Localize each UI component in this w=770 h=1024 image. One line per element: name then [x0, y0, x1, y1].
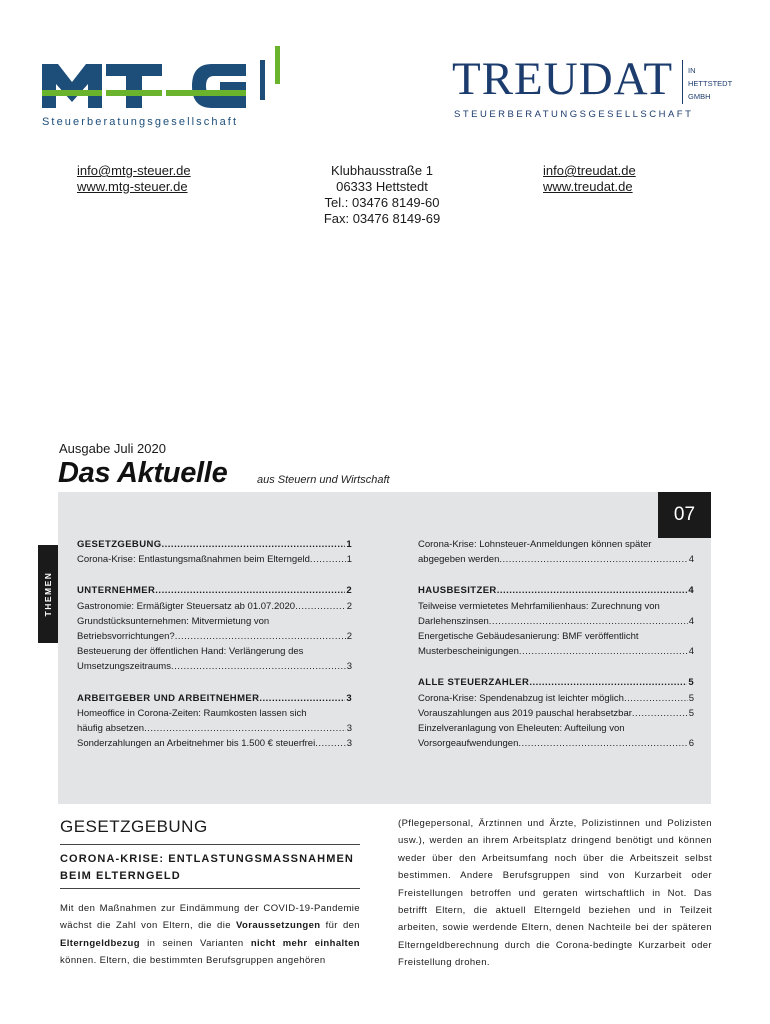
toc-entry[interactable] — [77, 736, 352, 751]
toc-right-column — [418, 537, 694, 767]
toc-leader — [499, 552, 687, 567]
toc-entry-text: Umsetzungszeitraums — [77, 661, 171, 673]
article-title — [60, 851, 360, 885]
toc-entry-line[interactable]: Corona-Krise: Lohnsteuer-Anmeldungen können später — [418, 539, 652, 550]
toc-page-number: 4 — [688, 646, 694, 658]
issue-date: Ausgabe Juli 2020 — [59, 441, 166, 456]
toc-leader — [162, 537, 346, 552]
toc-heading-text: GESETZGEBUNG — [77, 539, 162, 550]
toc-entry-text: Corona-Krise: Entlastungsmaßnahmen beim Elterngeld — [77, 554, 310, 566]
toc-leader — [519, 644, 688, 659]
toc-page-number: 6 — [688, 738, 694, 750]
article-emphasis: nicht mehr einhalten — [250, 937, 361, 949]
toc-leader — [171, 659, 346, 674]
treudat-separator — [682, 60, 683, 104]
toc-entry[interactable] — [77, 629, 352, 644]
toc-entry-text: häufig absetzen — [77, 723, 145, 735]
toc-page-number: 3 — [346, 723, 352, 735]
toc-entry-text: Betriebsvorrichtungen? — [77, 631, 175, 643]
toc-group — [418, 675, 694, 751]
toc-group-heading[interactable] — [77, 691, 352, 706]
toc-entry[interactable] — [77, 552, 352, 567]
toc-page-number: 2 — [346, 585, 352, 597]
toc-page-number: 2 — [346, 600, 352, 612]
toc-entry-text: Vorsorgeaufwendungen — [418, 738, 519, 750]
mtg-logo — [42, 46, 292, 136]
article-emphasis: Elterngeldbezug — [60, 937, 140, 949]
toc-entry[interactable] — [418, 691, 694, 706]
toc-entry-line[interactable]: Energetische Gebäudesanierung: BMF veröffentlicht — [418, 631, 639, 643]
toc-leader — [315, 736, 346, 751]
article-text: können. Eltern, die bestimmten Berufsgruppen angehören — [60, 955, 326, 967]
article-rule-bottom — [60, 888, 360, 889]
article-title-line: CORONA-KRISE: ENTLASTUNGSMASSNAHMEN — [60, 853, 354, 865]
toc-entry-text: abgegeben werden — [418, 554, 500, 566]
toc-group — [418, 583, 694, 659]
address-fax: Fax: 03476 8149-69 — [323, 211, 441, 226]
toc-entry[interactable] — [418, 552, 694, 567]
toc-entry[interactable] — [77, 599, 352, 614]
toc-entry[interactable] — [418, 736, 694, 751]
treudat-suffix-line: HETTSTEDT — [688, 79, 733, 88]
article-emphasis: Voraussetzungen — [236, 920, 321, 932]
article-text: für den — [320, 920, 360, 932]
toc-entry-text: Sonderzahlungen an Arbeitnehmer bis 1.500 € steuerfrei — [77, 738, 316, 750]
contact-mtg — [77, 163, 191, 195]
toc-heading-text: UNTERNEHMER — [77, 585, 156, 597]
toc-page-number: 5 — [688, 677, 694, 689]
toc-leader — [529, 675, 687, 690]
toc-leader — [295, 599, 346, 614]
contact-address — [290, 163, 474, 227]
newsletter-title: Das Aktuelle — [58, 457, 228, 489]
toc-leader — [518, 736, 687, 751]
treudat-suffix-line: GMBH — [688, 92, 711, 101]
themen-side-tab — [38, 545, 58, 643]
contact-treudat — [543, 163, 636, 195]
toc-leader — [489, 614, 688, 629]
treudat-tagline: STEUERBERATUNGSGESELLSCHAFT — [454, 109, 694, 120]
toc-entry[interactable] — [418, 644, 694, 659]
newsletter-subtitle: aus Steuern und Wirtschaft — [257, 474, 390, 486]
mtg-web-link[interactable]: www.mtg-steuer.de — [77, 179, 188, 194]
toc-heading-text: HAUSBESITZER — [418, 585, 497, 597]
toc-entry-text: Musterbescheinigungen — [418, 646, 519, 658]
mtg-wordmark-graphic — [42, 46, 292, 112]
mtg-tagline: Steuerberatungsgesellschaft — [42, 116, 239, 128]
article-text: in seinen Varianten — [139, 937, 251, 949]
toc-entry-text: Gastronomie: Ermäßigter Steuersatz ab 01.07.2020 — [77, 600, 296, 612]
article-body-left — [60, 900, 360, 970]
toc-group — [77, 583, 352, 674]
article-rule-top — [60, 844, 360, 845]
toc-entry-text: Vorauszahlungen aus 2019 pauschal herabsetzbar — [418, 707, 632, 719]
article-title-line: BEIM ELTERNGELD — [60, 870, 181, 882]
toc-page-number: 3 — [346, 692, 352, 704]
article-body-right: (Pflegepersonal, Ärztinnen und Ärzte, Polizistinnen und Polizisten usw.), werden an ihrem Arbeitsplatz dringend benötigt und können weder über den Arbeitsumfang noch über die Arbeitszeit selbst bestimmen. Andere Berufsgruppen sind von Kurzarbeit oder Freistellungen betroffen und geraten wirtschaftlich in Not. Das betrifft Eltern, die aktuell Elterngeld beziehen und in Teilzeit arbeiten, sowie werdende Eltern, denen Nachteile bei der späteren Elterngeldberechnung durch die Corona-bedingte Kurzarbeit oder Freistellung drohen. — [398, 818, 712, 969]
toc-group — [418, 537, 694, 567]
toc-leader — [144, 721, 346, 736]
toc-heading-text: ALLE STEUERZAHLER — [418, 677, 530, 689]
toc-entry[interactable] — [418, 706, 694, 721]
address-street: Klubhausstraße 1 — [331, 163, 433, 178]
toc-group-heading[interactable] — [77, 583, 352, 598]
toc-page-number: 4 — [688, 615, 694, 627]
toc-entry[interactable] — [418, 614, 694, 629]
toc-group-heading[interactable] — [418, 583, 694, 598]
address-phone: Tel.: 03476 8149-60 — [324, 195, 440, 210]
toc-entry-line[interactable]: Homeoffice in Corona-Zeiten: Raumkosten lassen sich — [77, 707, 307, 719]
toc-left-column — [77, 537, 352, 767]
toc-page-number: 3 — [346, 661, 352, 673]
toc-page-number: 5 — [688, 692, 694, 704]
toc-page-number: 4 — [688, 585, 694, 597]
section-heading: GESETZGEBUNG — [60, 817, 208, 836]
toc-entry-line[interactable]: Einzelveranlagung von Eheleuten: Aufteilung von — [418, 723, 625, 735]
toc-leader — [497, 583, 688, 598]
toc-leader — [259, 691, 345, 706]
toc-entry-line[interactable]: Grundstücksunternehmen: Mitvermietung von — [77, 615, 270, 627]
toc-heading-text: ARBEITGEBER UND ARBEITNEHMER — [77, 692, 260, 704]
themen-label: THEMEN — [43, 571, 53, 617]
treudat-suffix — [688, 64, 732, 103]
toc-group — [77, 537, 352, 567]
toc-group — [77, 691, 352, 752]
toc-entry-line[interactable]: Teilweise vermietetes Mehrfamilienhaus: Zurechnung von — [418, 600, 660, 612]
toc-entry-text: Darlehenszinsen — [418, 615, 489, 627]
mtg-email-link[interactable]: info@mtg-steuer.de — [77, 163, 191, 178]
toc-entry-line[interactable]: Besteuerung der öffentlichen Hand: Verlängerung des — [77, 646, 304, 658]
toc-leader — [310, 552, 346, 567]
address-city: 06333 Hettstedt — [336, 179, 428, 194]
toc-entry-text: Corona-Krise: Spendenabzug ist leichter möglich — [418, 692, 624, 704]
treudat-logo — [452, 53, 742, 126]
toc-page-number: 5 — [688, 707, 694, 719]
toc-leader — [175, 629, 346, 644]
toc-entry[interactable] — [77, 659, 352, 674]
toc-page-number: 4 — [688, 554, 694, 566]
issue-number-badge: 07 — [658, 492, 711, 538]
toc-page-number: 3 — [346, 738, 352, 750]
toc-entry[interactable] — [77, 721, 352, 736]
toc-group-heading[interactable] — [77, 537, 352, 552]
treudat-wordmark: TREUDAT — [452, 53, 674, 105]
toc-page-number: 2 — [346, 631, 352, 643]
treudat-web-link[interactable]: www.treudat.de — [543, 179, 633, 194]
toc-leader — [632, 706, 688, 721]
toc-group-heading[interactable] — [418, 675, 694, 690]
article-text: Mit den Maßnahmen zur Eindämmung der COVID-19-Pandemie wächst die Zahl von Eltern, die die — [60, 903, 360, 932]
toc-page-number: 1 — [346, 554, 352, 566]
toc-leader — [624, 691, 688, 706]
treudat-suffix-line: IN — [688, 66, 696, 75]
treudat-email-link[interactable]: info@treudat.de — [543, 163, 636, 178]
toc-page-number: 1 — [346, 539, 352, 550]
toc-leader — [155, 583, 345, 598]
